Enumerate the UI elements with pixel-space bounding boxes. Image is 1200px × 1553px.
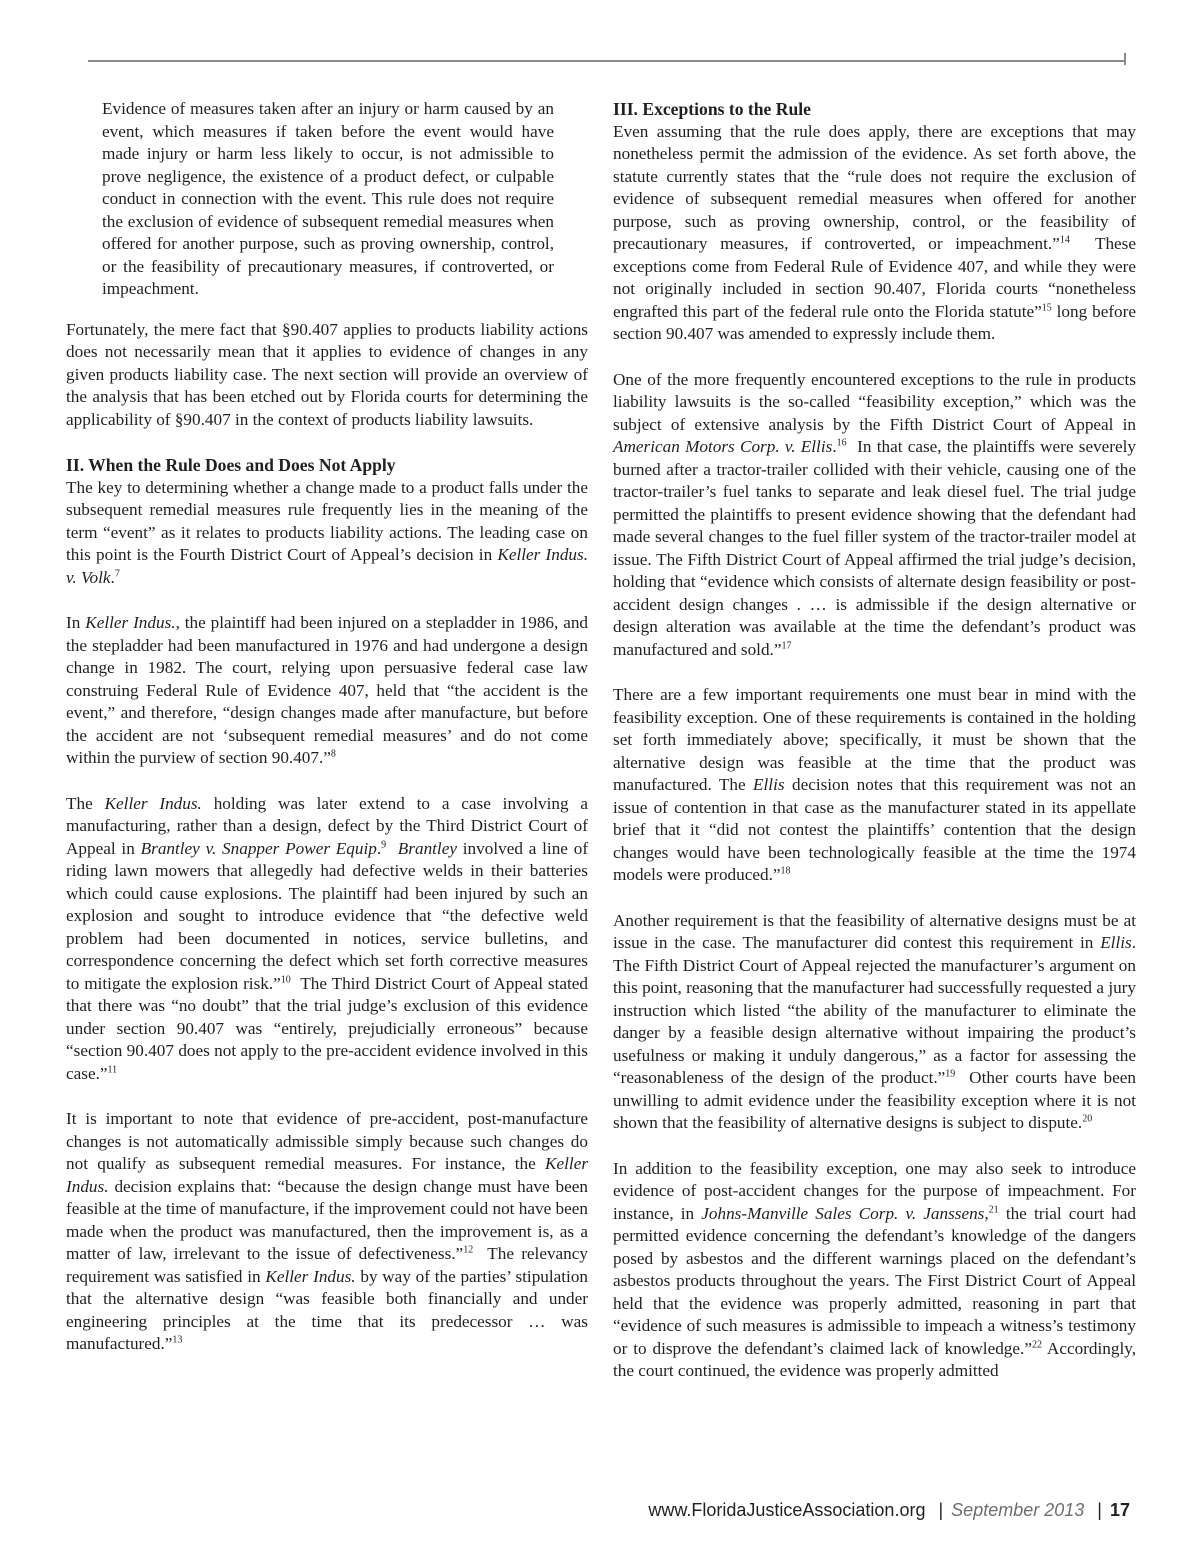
footer-website-link[interactable]: www.FloridaJusticeAssociation.org — [648, 1500, 926, 1520]
top-rule — [88, 60, 1126, 62]
paragraph-another-requirement: Another requirement is that the feasibility of alternative designs must be at issue in the case. The manufacturer did contest this requirement in Ellis. The Fifth District Court of Appeal rejected the manufacturer’s argument on this point, reasoning that the manufacturer had successfully requested a jury instruction which listed “the ability of the manufacturer to eliminate the danger by a feasible design alternative without impairing the product’s usefulness or making it unduly dangerous,” as a factor for assessing the “reasonableness of the design of the product.”$^{19}$ Other courts have been unwilling to admit evidence under the feasibility exception where it is not shown that the feasibility of alternative designs is subject to dispute.$^{20}$ — [613, 910, 1136, 1132]
footnote-ref: 15 — [1041, 301, 1052, 313]
case-name: Johns-Manville Sales Corp. v. Janssens — [701, 1203, 985, 1223]
case-name: Keller Indus. v. Volk — [66, 545, 589, 587]
footnote-ref: 11 — [107, 1063, 118, 1075]
right-column — [613, 98, 1136, 1406]
footnote-ref: 7 — [114, 567, 120, 579]
case-name: Keller Indus. — [85, 613, 176, 632]
paragraph-feasibility: One of the more frequently encountered exceptions to the rule in products liability lawsuits is the so-called “feasibility exception,” which was the subject of extensive analysis by the Fifth District Court of Appeal in American Motors Corp. v. Ellis.$^{16}$ In that case, the plaintiffs were severely burned after a tractor-trailer collided with their vehicle, causing one of the tractor-trailer’s fuel tanks to separate and leak diesel fuel. The trial judge permitted the plaintiffs to present evidence showing that the defendant had made several changes to the fuel filler system of the tractor-trailer model at issue. The Fifth District Court of Appeal affirmed the trial judge’s decision, holding that “evidence which consists of alternate design feasibility or post-accident design changes . … is admissible if the design alternative or design alteration was available at the time the defendant’s product was manufactured and sold.”$^{17}$ — [613, 369, 1137, 659]
statute-quote: Evidence of measures taken after an injury or harm caused by an event, which measures if taken before the event would have made injury or harm less likely to occur, is not admissible to prove negligence, the existence of a product defect, or culpable conduct in connection with the event. This rule does not require the exclusion of evidence of subsequent remedial measures when offered for another purpose, such as proving ownership, control, or the feasibility of precautionary measures, if controverted, or impeachment. — [102, 99, 554, 298]
footnote-ref: 20 — [1082, 1113, 1093, 1125]
case-name: Ellis — [753, 775, 785, 794]
section-heading-iii: III. Exceptions to the Rule — [613, 99, 811, 119]
footnote-ref: 10 — [280, 973, 291, 985]
paragraph-impeachment: In addition to the feasibility exception, one may also seek to introduce evidence of post-accident changes for the purpose of impeachment. For instance, in Johns-Manville Sales Corp. v. Janssens,$^{21}$ the trial court had permitted evidence concerning the defendant’s knowledge of the dangers posed by asbestos and the different warnings placed on the defendant’s asbestos products throughout the years. The First District Court of Appeal held that the evidence was properly admitted, reasoning in part that “evidence of such measures is admissible to impeach a witness’s testimony or to disprove the defendant’s claimed lack of knowledge.”$^{22}$ Accordingly, the court continued, the evidence was properly admitted — [613, 1158, 1137, 1380]
footnote-ref: 12 — [463, 1244, 474, 1256]
footnote-ref: 22 — [1031, 1338, 1042, 1350]
paragraph-brantley: The Keller Indus. holding was later extend to a case involving a manufacturing, rather than a design, defect by the Third District Court of Appeal in Brantley v. Snapper Power Equip.$^9$ Brantley involved a line of riding lawn mowers that allegedly had defective welds in their batteries which could cause explosions. The plaintiff had been injured by such an explosion and sought to introduce evidence that “the defective weld problem had been documented in notices, service bulletins, and correspondence concerning the defect which set forth corrective measures to mitigate the explosion risk.”$^{10}$ The Third District Court of Appeal stated that there was “no doubt” that the trial judge’s exclusion of this evidence under section 90.407 was “entirely, prejudicially erroneous” because “section 90.407 does not apply to the pre-accident evidence involved in this case.”$^{11}$ — [66, 793, 589, 1083]
footer-separator: | — [1097, 1500, 1102, 1520]
footnote-ref: 8 — [330, 748, 336, 760]
case-name: Keller Indus. — [66, 1154, 589, 1196]
paragraph-important: It is important to note that evidence of pre-accident, post-manufacture changes is not automatically admissible simply because such changes do not qualify as subsequent remedial measures. For instance, the Keller Indus. decision explains that: “because the design change must have been feasible at the time of manufacture, if the improvement could not have been made when the product was manufactured, then the improvement is, as a matter of law, irrelevant to the issue of defectiveness.”$^{12}$ The relevancy requirement was satisfied in Keller Indus. by way of the parties’ stipulation that the alternative design “was feasible both financially and under engineering principles at the time that its predecessor … was manufactured.”$^{13}$ — [66, 1109, 589, 1353]
paragraph-requirements: There are a few important requirements one must bear in mind with the feasibility exception. One of these requirements is contained in the holding set forth immediately above; specifically, it must be shown that the alternative design was feasible at the time that the product was manufactured. The Ellis decision notes that this requirement was not an issue of contention in that case as the manufacturer stated in its appellate brief that it “did not contest the plaintiffs’ contention that the design changes would have been technologically feasible at the time the 1974 models were produced.”$^{18}$ — [613, 685, 1136, 884]
top-rule-tick — [1124, 53, 1126, 65]
footnote-ref: 18 — [780, 865, 791, 877]
footnote-ref: 14 — [1059, 234, 1070, 246]
case-name: American Motors Corp. v. Ellis — [613, 437, 833, 456]
footnote-ref: 16 — [836, 437, 847, 449]
footnote-ref: 21 — [988, 1203, 999, 1215]
footer-separator: | — [938, 1500, 944, 1520]
left-column — [66, 98, 588, 1379]
case-name: Ellis — [1100, 933, 1132, 952]
section-heading-ii: II. When the Rule Does and Does Not Apply — [66, 455, 396, 475]
paragraph-fortunately: Fortunately, the mere fact that §90.407 applies to products liability actions does not necessarily mean that it applies to evidence of changes in any given products liability case. The next section will provide an overview of the analysis that has been etched out by Florida courts for determining the applicability of §90.407 in the context of products liability lawsuits. — [66, 319, 588, 429]
paragraph-keller: In Keller Indus., the plaintiff had been injured on a stepladder in 1986, and the stepladder had been manufactured in 1976 and had undergone a design change in 1982. The court, relying upon persuasive federal case law construing Federal Rule of Evidence 407, held that “the accident is the event,” and therefore, “design changes made after manufacture, but before the accident are not ‘subsequent remedial measures’ and do not come within the purview of section 90.407.”$^8$ — [66, 613, 589, 767]
case-name: Brantley v. Snapper Power Equip — [140, 838, 377, 858]
footnote-ref: 9 — [381, 838, 387, 850]
case-name: Keller Indus. — [104, 793, 202, 813]
footnote-ref: 17 — [781, 639, 792, 651]
page-number: 17 — [1109, 1500, 1130, 1520]
paragraph-even-assuming: Even assuming that the rule does apply, there are exceptions that may nonetheless permit the admission of the evidence. As set forth above, the statute currently states that the “rule does not require the exclusion of evidence of subsequent remedial measures when offered for another purpose, such as proving ownership, control, or the feasibility of precautionary measures, if controverted, or impeachment.”$^{14}$ These exceptions come from Federal Rule of Evidence 407, and while they were not originally included in section 90.407, Florida courts “nonetheless engrafted this part of the federal rule onto the Florida statute”$^{15}$ long before section 90.407 was amended to expressly include them. — [613, 121, 1136, 343]
footnote-ref: 19 — [945, 1068, 956, 1080]
case-name: Brantley — [397, 838, 457, 858]
footer-issue-date: September 2013 — [951, 1500, 1085, 1520]
footnote-ref: 13 — [172, 1334, 183, 1346]
case-name: Keller Indus. — [265, 1266, 356, 1286]
page-footer — [648, 1500, 1130, 1521]
paragraph-key: The key to determining whether a change made to a product falls under the subsequent remedial measures rule frequently lies in the meaning of the term “event” as it relates to products liability actions. The leading case on this point is the Fourth District Court of Appeal’s decision in Keller Indus. v. Volk.$^7$ — [66, 477, 589, 587]
